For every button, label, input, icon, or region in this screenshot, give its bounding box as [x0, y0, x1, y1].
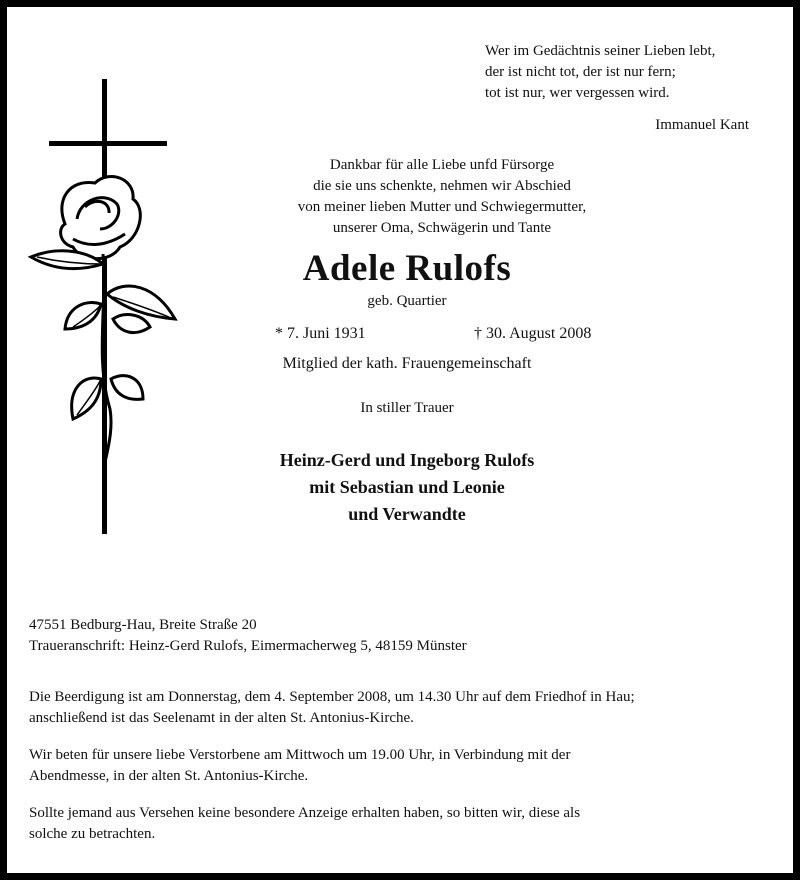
family-line: Heinz-Gerd und Ingeborg Rulofs [279, 450, 535, 470]
prayer-paragraph [29, 745, 799, 787]
membership: Mitglied der kath. Frauengemeinschaft [282, 355, 532, 372]
quote-line: tot ist nur, wer vergessen wird. [485, 85, 670, 101]
quote-author: Immanuel Kant [655, 117, 749, 133]
paragraph-line: Sollte jemand aus Versehen keine besondere Anzeige erhalten haben, so bitten wir, diese als [29, 805, 581, 821]
notice-paragraph [29, 803, 799, 845]
intro-line: Dankbar für alle Liebe unfd Fürsorge [329, 157, 555, 173]
intro-text [252, 155, 632, 239]
deceased-name: Adele Rulofs [302, 248, 512, 289]
birth-date: * 7. Juni 1931 [275, 325, 366, 342]
intro-line: unserer Oma, Schwägerin und Tante [332, 220, 552, 236]
intro-line: die sie uns schenkte, nehmen wir Abschied [313, 178, 571, 194]
quote [485, 41, 715, 104]
address-block [29, 615, 467, 657]
funeral-paragraph [29, 687, 799, 729]
quote-line: der ist nicht tot, der ist nur fern; [485, 64, 676, 80]
maiden-name: geb. Quartier [367, 293, 447, 309]
paragraph-line: Die Beerdigung ist am Donnerstag, dem 4. September 2008, um 14.30 Uhr auf dem Friedhof in Hau; [29, 689, 635, 705]
death-date: † 30. August 2008 [474, 325, 592, 342]
quote-line: Wer im Gedächtnis seiner Lieben lebt, [485, 43, 716, 59]
paragraph-line: Abendmesse, in der alten St. Antonius-Kirche. [29, 768, 309, 784]
intro-line: von meiner lieben Mutter und Schwiegermutter, [297, 199, 587, 215]
address-line: Traueranschrift: Heinz-Gerd Rulofs, Eimermacherweg 5, 48159 Münster [29, 638, 467, 654]
family-line: mit Sebastian und Leonie [309, 477, 505, 497]
family-line: und Verwandte [348, 504, 466, 524]
paragraph-line: Wir beten für unsere liebe Verstorbene am Mittwoch um 19.00 Uhr, in Verbindung mit der [29, 747, 571, 763]
paragraph-line: anschließend ist das Seelenamt in der alten St. Antonius-Kirche. [29, 710, 414, 726]
address-line: 47551 Bedburg-Hau, Breite Straße 20 [29, 617, 257, 633]
family-names [7, 447, 800, 528]
mourning-text: In stiller Trauer [360, 400, 454, 416]
paragraph-line: solche zu betrachten. [29, 826, 156, 842]
